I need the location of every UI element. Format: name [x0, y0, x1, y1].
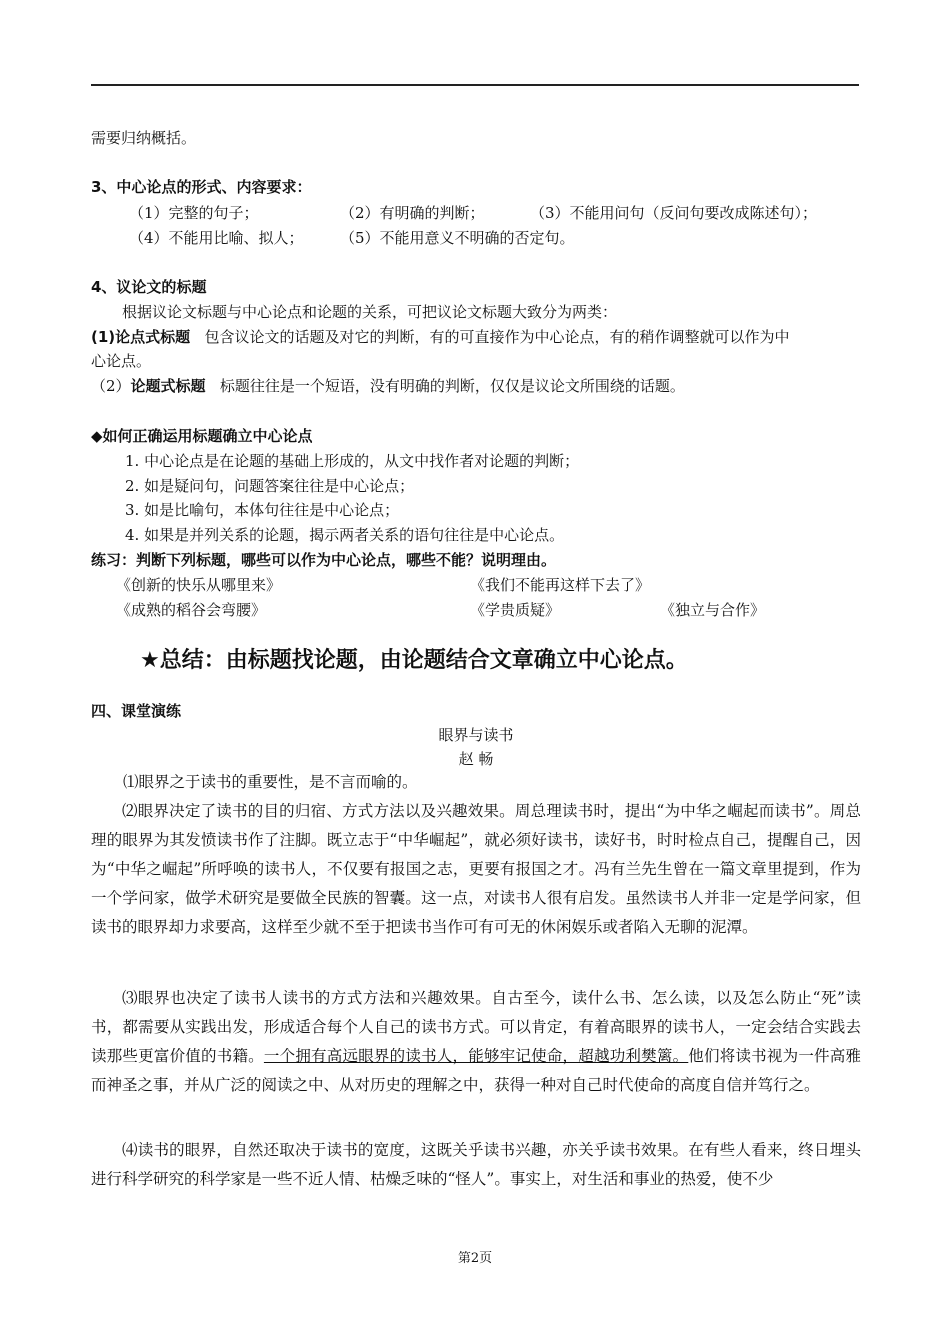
requirement-item: （1）完整的句子；: [129, 204, 259, 222]
underlined-sentence: 一个拥有高远眼界的读书人，能够牢记使命，超越功利樊篱。: [263, 1047, 689, 1065]
paragraph-3: [91, 984, 861, 1100]
section3-heading: 3、中心论点的形式、内容要求：: [91, 178, 312, 196]
type1-label: (1)论点式标题: [91, 328, 191, 346]
exercise-title: 《创新的快乐从哪里来》: [116, 576, 282, 594]
requirement-item: （3）不能用问句（反问句要改成陈述句）；: [530, 204, 818, 222]
list-item: 4. 如果是并列关系的论题，揭示两者关系的语句往往是中心论点。: [125, 526, 565, 544]
list-item: 1. 中心论点是在论题的基础上形成的，从文中找作者对论题的判断；: [125, 452, 580, 470]
text-line: 需要归纳概括。: [91, 129, 197, 147]
type2-prefix: （2）: [91, 377, 131, 395]
type1-text-cont: 心论点。: [91, 352, 152, 370]
section4-heading: 4、议论文的标题: [91, 278, 207, 296]
exercise-title: 《学贵质疑》: [470, 601, 561, 619]
type2-label: 论题式标题: [130, 377, 206, 395]
requirement-item: （4）不能用比喻、拟人；: [129, 229, 304, 247]
paragraph-3-text-a: ⑶眼界也决定了读书人读书的方式方法和兴趣效果。自古至今，读什么书、怎么读，以及怎么防止“死”读书，都需要从实践出发，形成适合每个人自己的读书方式。可以肯定，有着高眼界的读书人，一定会结合实践去读那些更富价值的书籍。: [91, 989, 861, 1065]
exercise-title: 《我们不能再这样下去了》: [470, 576, 651, 594]
requirement-item: （5）不能用意义不明确的否定句。: [340, 229, 575, 247]
type1-line: [91, 327, 861, 347]
type2-line: [91, 376, 861, 396]
header-rule: [91, 84, 859, 86]
paragraph-1: ⑴眼界之于读书的重要性，是不言而喻的。: [123, 773, 418, 791]
exercise-title: 《独立与合作》: [660, 601, 766, 619]
list-item: 3. 如是比喻句，本体句往往是中心论点；: [125, 501, 400, 519]
type2-text: 标题往往是一个短语，没有明确的判断，仅仅是议论文所围绕的话题。: [219, 377, 685, 395]
page-number: 第2页: [457, 1251, 493, 1266]
article-author: 赵 畅: [458, 750, 494, 768]
exercise-heading: 练习：判断下列标题，哪些可以作为中心论点，哪些不能？说明理由。: [91, 551, 557, 569]
howto-heading: ◆如何正确运用标题确立中心论点: [91, 427, 313, 445]
summary-statement: ★总结：由标题找论题，由论题结合文章确立中心论点。: [140, 648, 688, 673]
type1-text: 包含议论文的话题及对它的判断，有的可直接作为中心论点，有的稍作调整就可以作为中: [204, 328, 790, 346]
list-item: 2. 如是疑问句，问题答案往往是中心论点；: [125, 477, 415, 495]
article-title: 眼界与读书: [438, 726, 514, 744]
paragraph-3-text-b: 他们将读书视为一件高雅而神圣之事，并从广泛的阅读之中、从对历史的理解之中，获得一种对自己时代使命的高度自信并笃行之。: [91, 1047, 861, 1094]
exercise-title: 《成熟的稻谷会弯腰》: [116, 601, 267, 619]
paragraph-4: ⑷读书的眼界，自然还取决于读书的宽度，这既关乎读书兴趣，亦关乎读书效果。在有些人看来，终日埋头进行科学研究的科学家是一些不近人情、枯燥乏味的“怪人”。事实上，对生活和事业的热爱，使不少: [91, 1141, 861, 1188]
practice-heading: 四、课堂演练: [91, 702, 182, 720]
section4-intro: 根据议论文标题与中心论点和论题的关系，可把议论文标题大致分为两类：: [122, 303, 618, 321]
paragraph-2: ⑵眼界决定了读书的目的归宿、方式方法以及兴趣效果。周总理读书时，提出“为中华之崛起而读书”。周总理的眼界为其发愤读书作了注脚。既立志于“中华崛起”，就必须好读书，读好书，时时检点自己，提醒自己，因为“中华之崛起”所呼唤的读书人，不仅要有报国之志，更要有报国之才。冯有兰先生曾在一篇文章里提到，作为一个学问家，做学术研究是要做全民族的智囊。这一点，对读书人很有启发。虽然读书人并非一定是学问家，但读书的眼界却力求要高，这样至少就不至于把读书当作可有可无的休闲娱乐或者陷入无聊的泥潭。: [91, 802, 861, 936]
requirement-item: （2）有明确的判断；: [340, 204, 485, 222]
